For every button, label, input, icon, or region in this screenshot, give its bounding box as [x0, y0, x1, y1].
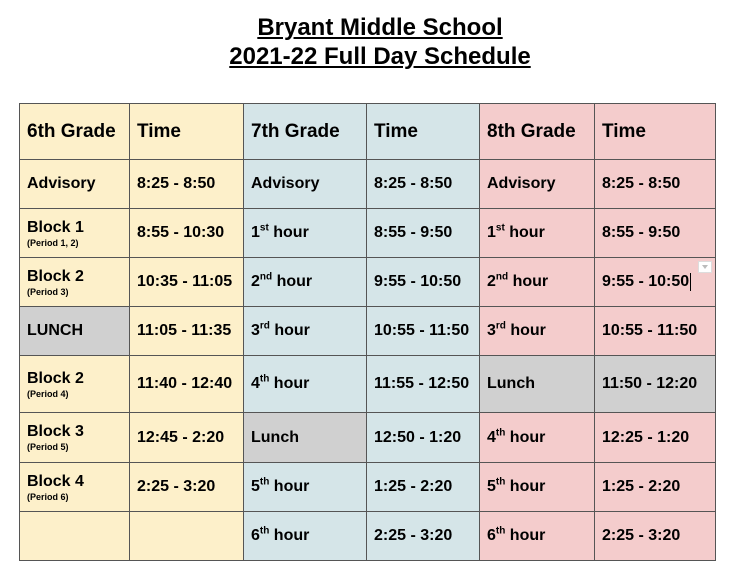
grade7-time-cell[interactable]: 10:55 - 11:50	[367, 307, 480, 356]
grade7-time-cell[interactable]: 1:25 - 2:20	[367, 463, 480, 512]
table-row	[20, 160, 716, 209]
table-row	[20, 463, 716, 512]
grade6-header[interactable]: 6th Grade	[20, 104, 130, 160]
dropdown-arrow-icon[interactable]	[698, 261, 712, 273]
grade8-lunch-time-cell[interactable]: 11:50 - 12:20	[595, 356, 716, 413]
grade7-time-cell[interactable]: 12:50 - 1:20	[367, 413, 480, 463]
grade6-period-cell[interactable]: Block 3 (Period 5)	[20, 413, 130, 463]
grade6-time-cell[interactable]: 12:45 - 2:20	[130, 413, 244, 463]
header-row	[20, 104, 716, 160]
grade8-time-text: 9:55 - 10:50	[602, 273, 690, 291]
grade7-time-cell[interactable]: 8:25 - 8:50	[367, 160, 480, 209]
grade8-period-cell[interactable]: Advisory	[480, 160, 595, 209]
grade7-time-cell[interactable]: 9:55 - 10:50	[367, 258, 480, 307]
grade6-time-cell[interactable]: 10:35 - 11:05	[130, 258, 244, 307]
grade6-period-cell[interactable]: Block 2 (Period 3)	[20, 258, 130, 307]
grade6-time-cell[interactable]: 8:55 - 10:30	[130, 209, 244, 258]
grade7-period-cell[interactable]: 6th hour	[244, 512, 367, 561]
grade8-period-cell[interactable]: 6th hour	[480, 512, 595, 561]
table-row	[20, 209, 716, 258]
table-row	[20, 258, 716, 307]
grade6-time-cell[interactable]: 2:25 - 3:20	[130, 463, 244, 512]
grade8-lunch-cell[interactable]: Lunch	[480, 356, 595, 413]
grade7-period-cell[interactable]: Advisory	[244, 160, 367, 209]
grade7-header[interactable]: 7th Grade	[244, 104, 367, 160]
grade8-period-cell[interactable]: 3rd hour	[480, 307, 595, 356]
grade8-time-cell[interactable]: 2:25 - 3:20	[595, 512, 716, 561]
grade6-period-cell[interactable]: Block 4 (Period 6)	[20, 463, 130, 512]
grade6-lunch-cell[interactable]: LUNCH	[20, 307, 130, 356]
school-title: Bryant Middle School	[257, 14, 503, 41]
grade7-period-cell[interactable]: 5th hour	[244, 463, 367, 512]
grade6-time-header[interactable]: Time	[130, 104, 244, 160]
table-row	[20, 512, 716, 561]
grade8-time-header[interactable]: Time	[595, 104, 716, 160]
grade6-period-cell[interactable]: Block 1 (Period 1, 2)	[20, 209, 130, 258]
table-row	[20, 307, 716, 356]
grade6-empty-cell[interactable]	[20, 512, 130, 561]
grade7-time-header[interactable]: Time	[367, 104, 480, 160]
grade7-time-cell[interactable]: 11:55 - 12:50	[367, 356, 480, 413]
grade8-time-cell[interactable]: 12:25 - 1:20	[595, 413, 716, 463]
grade8-time-cell[interactable]: 8:25 - 8:50	[595, 160, 716, 209]
grade6-time-cell[interactable]: 11:40 - 12:40	[130, 356, 244, 413]
table-row	[20, 413, 716, 463]
grade8-time-cell[interactable]: 8:55 - 9:50	[595, 209, 716, 258]
grade6-time-cell[interactable]: 8:25 - 8:50	[130, 160, 244, 209]
grade6-period-cell[interactable]: Block 2 (Period 4)	[20, 356, 130, 413]
grade7-lunch-cell[interactable]: Lunch	[244, 413, 367, 463]
grade8-period-cell[interactable]: 5th hour	[480, 463, 595, 512]
schedule-subtitle: 2021-22 Full Day Schedule	[229, 43, 531, 70]
grade6-period-cell[interactable]: Advisory	[20, 160, 130, 209]
grade8-header[interactable]: 8th Grade	[480, 104, 595, 160]
grade7-period-cell[interactable]: 4th hour	[244, 356, 367, 413]
text-cursor	[690, 273, 691, 291]
grade8-time-cell[interactable]: 10:55 - 11:50	[595, 307, 716, 356]
grade7-time-cell[interactable]: 8:55 - 9:50	[367, 209, 480, 258]
grade6-empty-time-cell[interactable]	[130, 512, 244, 561]
grade8-time-cell-selected[interactable]	[595, 258, 716, 307]
grade8-period-cell[interactable]: 4th hour	[480, 413, 595, 463]
grade7-time-cell[interactable]: 2:25 - 3:20	[367, 512, 480, 561]
grade8-period-cell[interactable]: 2nd hour	[480, 258, 595, 307]
table-row	[20, 356, 716, 413]
schedule-table	[19, 103, 716, 561]
grade7-period-cell[interactable]: 2nd hour	[244, 258, 367, 307]
grade8-period-cell[interactable]: 1st hour	[480, 209, 595, 258]
grade6-time-cell[interactable]: 11:05 - 11:35	[130, 307, 244, 356]
grade7-period-cell[interactable]: 3rd hour	[244, 307, 367, 356]
grade7-period-cell[interactable]: 1st hour	[244, 209, 367, 258]
grade8-time-cell[interactable]: 1:25 - 2:20	[595, 463, 716, 512]
